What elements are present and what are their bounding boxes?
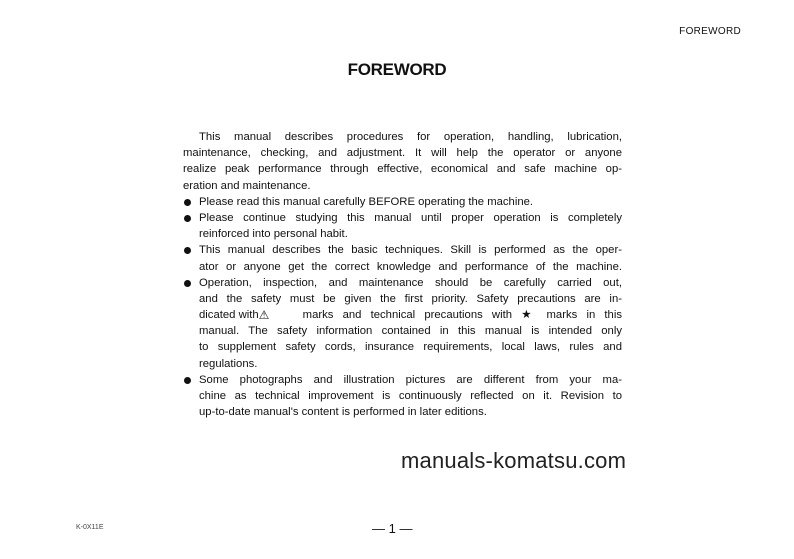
running-header: FOREWORD: [679, 26, 741, 37]
text-line: This manual describes procedures for operation, handling, lubrication,: [199, 131, 622, 143]
text-line: realize peak performance through effective, economical and safe machine op-: [183, 163, 622, 176]
text-line: ator or anyone get the correct knowledge and performance of the machine.: [199, 260, 622, 273]
bullet-item: [183, 242, 622, 274]
text-fragment: marks and technical precautions with ★ marks in this: [302, 309, 622, 322]
page-title: FOREWORD: [347, 60, 447, 79]
bullet-item: [183, 194, 622, 210]
text-line: to supplement safety cords, insurance requirements, local laws, rules and: [199, 341, 622, 354]
bullet-icon: [184, 377, 191, 384]
bullet-icon: [184, 247, 191, 254]
foreword-body: [183, 129, 622, 420]
bullet-icon: [184, 199, 191, 206]
text-line: This manual describes the basic techniques. Skill is performed as the oper-: [199, 244, 622, 257]
text-line: and the safety must be given the first priority. Safety precautions are in-: [199, 292, 622, 305]
text-line: up-to-date manual's content is performed in later editions.: [199, 406, 487, 419]
text-line: maintenance, checking, and adjustment. It will help the operator or anyone: [183, 147, 622, 160]
watermark: manuals-komatsu.com: [401, 448, 627, 473]
text-line: Please read this manual carefully BEFORE operating the machine.: [199, 195, 534, 208]
text-line: chine as technical improvement is continuously reflected on it. Revision to: [199, 390, 622, 402]
bullet-item: [183, 372, 622, 421]
text-line: Please continue studying this manual until proper operation is completely: [199, 211, 622, 224]
text-line: Some photographs and illustration pictures are different from your ma-: [199, 373, 622, 386]
text-line: regulations.: [199, 357, 258, 370]
text-line: reinforced into personal habit.: [199, 228, 348, 241]
text-line: Operation, inspection, and maintenance should be carefully carried out,: [199, 276, 622, 289]
warning-triangle-icon: ⚠: [258, 308, 270, 323]
intro-paragraph: [183, 129, 622, 194]
text-line: eration and maintenance.: [183, 179, 311, 192]
bullet-item: [183, 275, 622, 372]
page-number: — 1 —: [372, 521, 413, 536]
bullet-item: [183, 210, 622, 242]
document-code: K-0X11E: [76, 524, 104, 531]
text-fragment: dicated with: [199, 309, 259, 322]
text-line: manual. The safety information contained in this manual is intended only: [199, 325, 622, 338]
bullet-icon: [184, 215, 191, 222]
bullet-icon: [184, 280, 191, 287]
text-line: [199, 307, 622, 323]
